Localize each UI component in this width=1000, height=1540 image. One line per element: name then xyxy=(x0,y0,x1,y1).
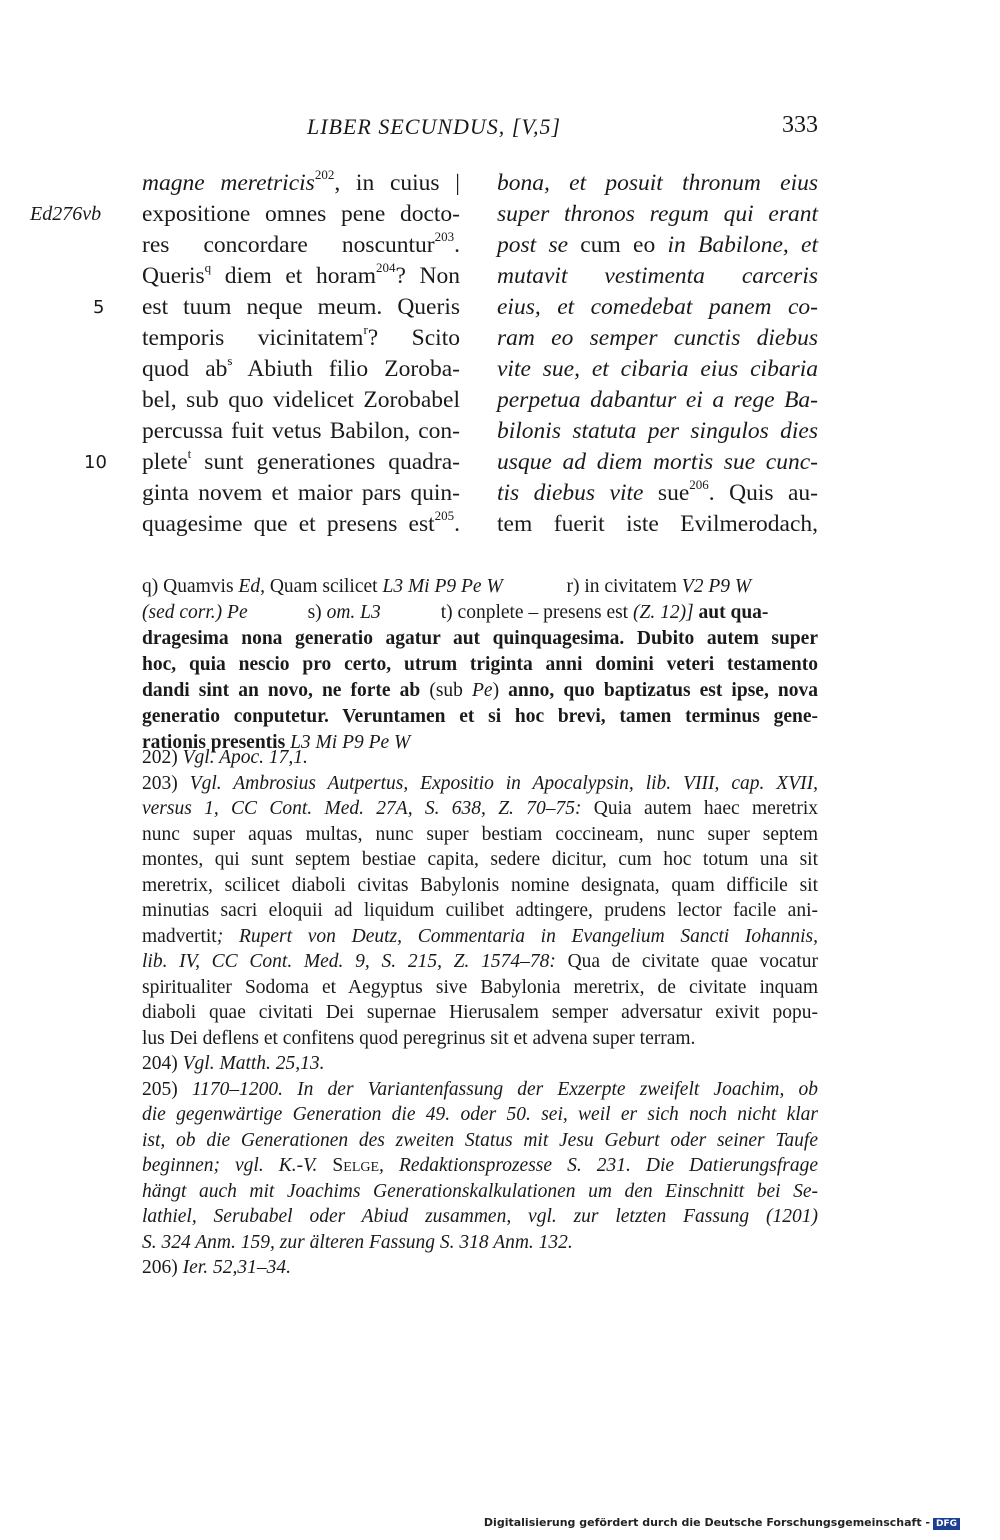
footnote-206: 206) Ier. 52,31–34. xyxy=(142,1257,291,1278)
apparatus-line: (sed corr.) Pe s) om. L3 t) conplete – presens est (Z. 12)] aut qua- xyxy=(142,602,769,623)
text-line: tis diebus vite sue$^{206}$. Quis au- xyxy=(497,477,819,506)
left-text-column xyxy=(142,168,460,540)
apparatus-line: rationis presentis L3 Mi P9 Pe W xyxy=(142,732,411,753)
text-line: ram eo semper cunctis diebus xyxy=(497,325,818,351)
apparatus-line: q) Quamvis Ed, Quam scilicet L3 Mi P9 Pe W r) in civitatem V2 P9 W xyxy=(142,576,752,597)
text-line: res concordare noscuntur$^{203}$. xyxy=(142,229,460,258)
apparatus-line: hoc, quia nescio pro certo, utrum triginta anni domini veteri testamento xyxy=(142,654,818,675)
footnote-line: lathiel, Serubabel oder Abiud zusammen, vgl. zur letzten Fassung (1201) xyxy=(142,1206,818,1227)
text-line: vite sue, et cibaria eius cibaria xyxy=(497,356,818,382)
text-line: Queris$^q$ diem et horam$^{204}$? Non xyxy=(142,260,460,289)
text-line: usque ad diem mortis sue cunc- xyxy=(497,449,818,475)
text-line: bel, sub quo videlicet Zorobabel xyxy=(142,387,460,413)
text-line: bilonis statuta per singulos dies xyxy=(497,418,818,444)
dfg-logo: DFG xyxy=(933,1518,960,1530)
footnote-line: beginnen; vgl. K.-V. Selge, Redaktionsprozesse S. 231. Die Datierungsfrage xyxy=(142,1155,818,1176)
margin-sigla: Ed276vb xyxy=(30,203,102,225)
text-line: tem fuerit iste Evilmerodach, xyxy=(497,511,818,537)
text-line: bona, et posuit thronum eius xyxy=(497,170,818,196)
footnote-line: hängt auch mit Joachims Generationskalkulationen um den Einschnitt bei Se- xyxy=(142,1180,818,1202)
footnote-205: 205) 1170–1200. In der Variantenfassung der Exzerpte zweifelt Joachim, ob xyxy=(142,1078,818,1100)
credit-text: Digitalisierung gefördert durch die Deutsche Forschungsgemeinschaft - xyxy=(483,1516,930,1529)
text-line: eius, et comedebat panem co- xyxy=(497,294,818,320)
footnote-line: meretrix, scilicet diaboli civitas Babylonis nomine designata, quam difficile sit xyxy=(142,874,818,896)
text-line: post se cum eo in Babilone, et xyxy=(497,232,819,258)
footnote-line: nunc super aquas multas, nunc super bestiam coccineam, nunc super septem xyxy=(142,823,818,845)
apparatus-line: dandi sint an novo, ne forte ab (sub Pe) anno, quo baptizatus est ipse, nova xyxy=(142,680,818,701)
footnote-202: 202) Vgl. Apoc. 17,1. xyxy=(142,747,308,768)
apparatus-line: dragesima nona generatio agatur aut quinquagesima. Dubito autem super xyxy=(142,628,818,649)
running-title: LIBER SECUNDUS, [V,5] xyxy=(306,114,562,139)
text-line: ginta novem et maior pars quin- xyxy=(142,480,460,506)
footnote-line: spiritualiter Sodoma et Aegyptus sive Babylonia meretrix, de civitate inquam xyxy=(142,976,818,998)
text-line: quagesime que et presens est$^{205}$. xyxy=(142,508,460,537)
footnote-204: 204) Vgl. Matth. 25,13. xyxy=(142,1053,325,1074)
footnote-line: lus Dei deflens et confitens quod peregrinus sit et advena super terram. xyxy=(142,1027,696,1049)
text-line: expositione omnes pene docto- xyxy=(142,201,460,227)
text-line: temporis vicinitatem$^r$? Scito xyxy=(142,322,460,351)
text-line: percussa fuit vetus Babilon, con- xyxy=(142,418,460,444)
footnote-line: ist, ob die Generationen des zweiten Status mit Jesu Geburt oder seiner Taufe xyxy=(142,1129,818,1151)
text-line: quod $ab^s$ Abiuth filio Zoroba- xyxy=(142,353,460,382)
footnotes xyxy=(142,745,818,1281)
text-line: perpetua dabantur ei a rege Ba- xyxy=(497,387,818,413)
right-text-column xyxy=(497,168,818,540)
apparatus-line: generatio conputetur. Veruntamen et si hoc brevi, tamen terminus gene- xyxy=(142,706,818,727)
digitization-credit xyxy=(484,1516,960,1530)
footnote-line: montes, qui sunt septem bestiae capita, sedere dicitur, cum hoc totum una sit xyxy=(142,849,818,870)
text-line: magne meretricis$^{202}$, in cuius | xyxy=(142,167,460,196)
page-number: 333 xyxy=(782,112,818,138)
line-number-5: 5 xyxy=(93,297,105,318)
footnote-line: diaboli quae civitati Dei supernae Hierusalem semper adversatur exivit popu- xyxy=(142,1002,818,1023)
text-line: est tuum neque meum. Queris xyxy=(142,294,460,320)
text-line: plete$^t$ sunt generationes quadra- xyxy=(142,446,460,475)
footnote-line: versus 1, CC Cont. Med. 27A, S. 638, Z. 70–75: Quia autem haec meretrix xyxy=(142,798,818,819)
footnote-203: 203) Vgl. Ambrosius Autpertus, Expositio in Apocalypsin, lib. VIII, cap. XVII, xyxy=(142,772,818,794)
running-header xyxy=(140,112,818,146)
text-line: super thronos regum qui erant xyxy=(497,201,818,227)
text-line: mutavit vestimenta carceris xyxy=(497,263,818,289)
critical-apparatus xyxy=(142,574,818,756)
footnote-line: S. 324 Anm. 159, zur älteren Fassung S. 318 Anm. 132. xyxy=(142,1231,573,1253)
footnote-line: minutias sacri eloquii ad liquidum cuilibet adtingere, prudens lector facile ani- xyxy=(142,900,818,921)
footnote-line: die gegenwärtige Generation die 49. oder 50. sei, weil er sich noch nicht klar xyxy=(142,1104,818,1125)
line-number-10: 10 xyxy=(84,452,107,473)
footnote-line: madvertit; Rupert von Deutz, Commentaria in Evangelium Sancti Iohannis, xyxy=(142,925,818,947)
footnote-line: lib. IV, CC Cont. Med. 9, S. 215, Z. 1574–78: Qua de civitate quae vocatur xyxy=(142,951,819,972)
